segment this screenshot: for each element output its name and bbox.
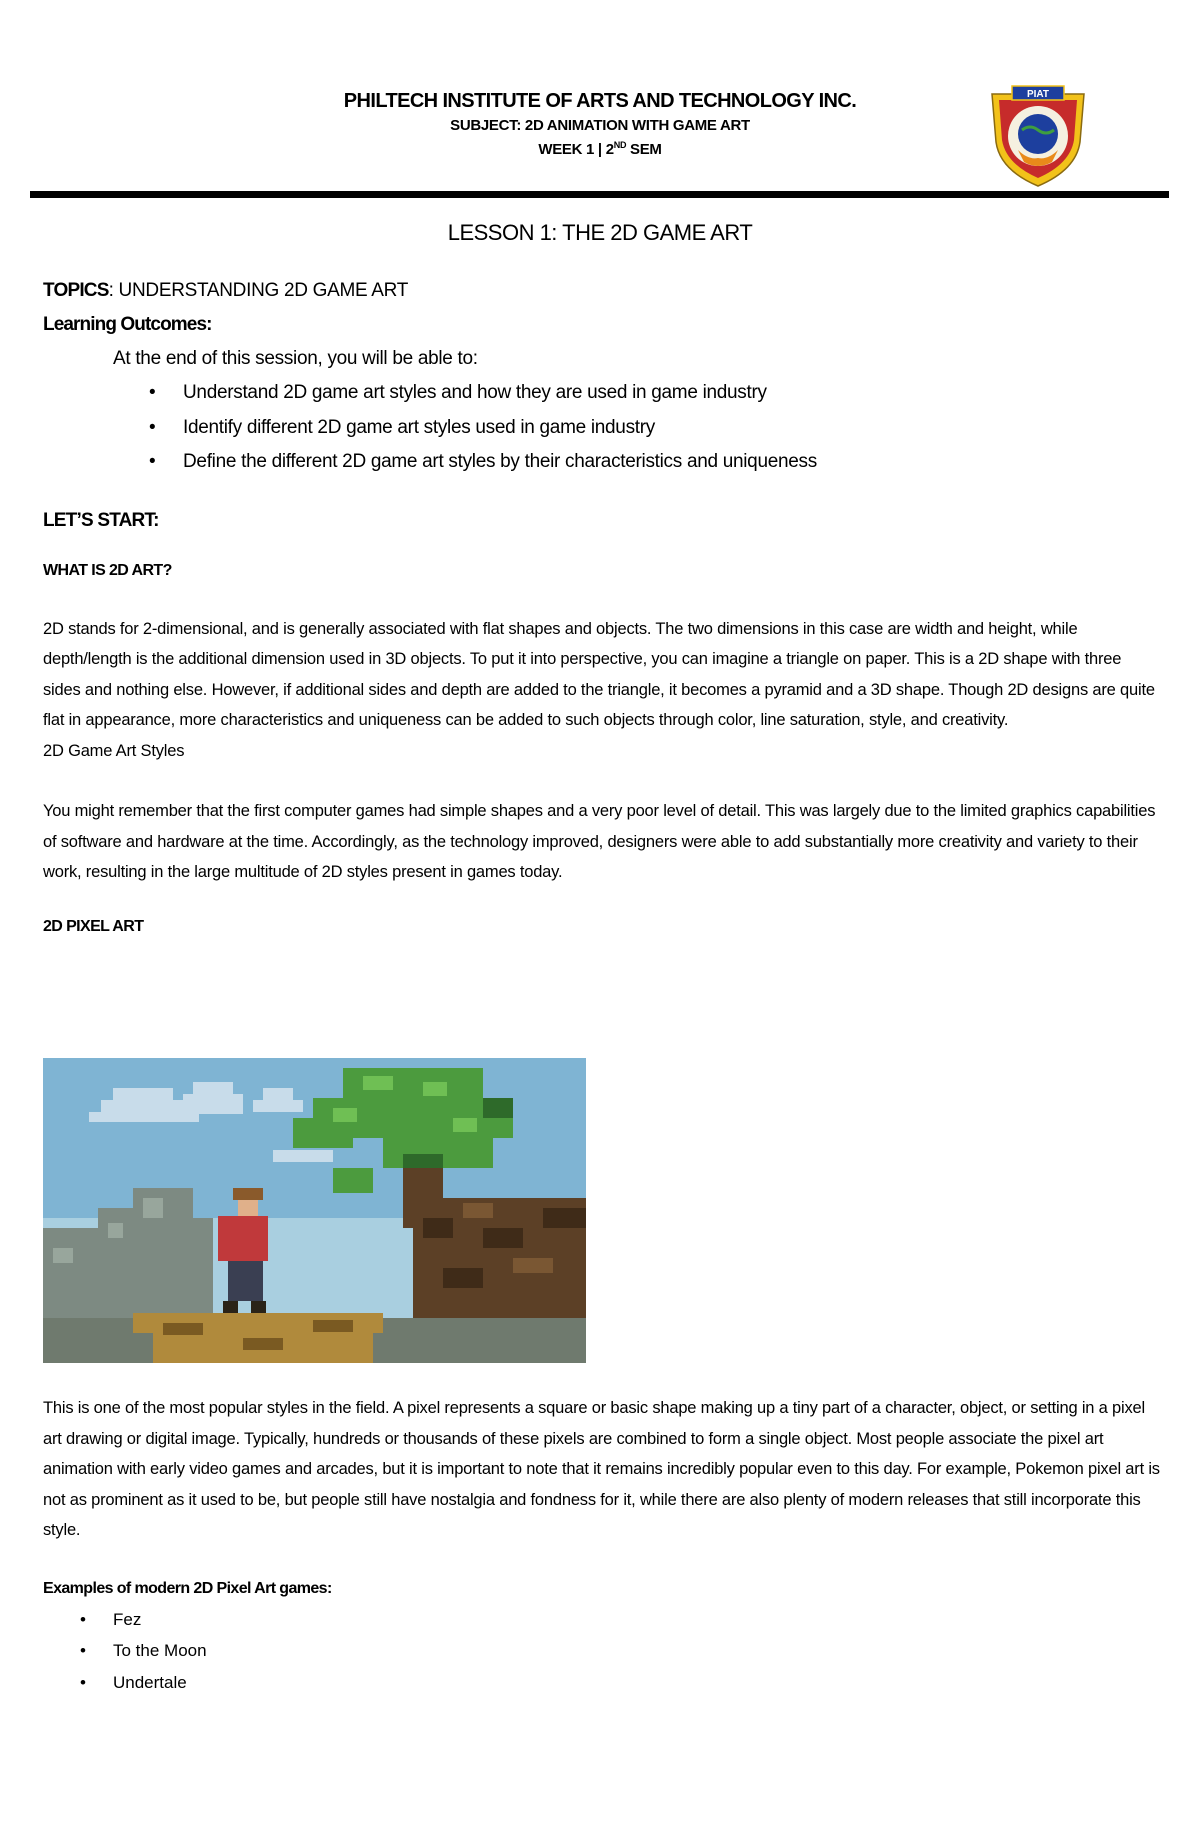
pixel-art-section (43, 1393, 1163, 1698)
outcomes-intro: At the end of this session, you will be able to: (113, 348, 478, 369)
pixel-art-heading: 2D PIXEL ART (43, 917, 144, 935)
styles-label: 2D Game Art Styles (43, 741, 185, 760)
example-game: • Fez (113, 1604, 1163, 1636)
lets-start-heading: LET’S START: (43, 509, 159, 531)
main-content (43, 274, 1163, 936)
institute-name: PHILTECH INSTITUTE OF ARTS AND TECHNOLOGY INC. (343, 90, 857, 112)
outcome-item: • Identify different 2D game art styles used in game industry (183, 411, 1163, 446)
example-game: • Undertale (113, 1667, 1163, 1699)
school-logo (982, 80, 1094, 190)
what-is-2d-art-heading: WHAT IS 2D ART? (43, 561, 172, 579)
outcome-item: • Understand 2D game art styles and how they are used in game industry (183, 376, 1163, 411)
outcomes-heading: Learning Outcomes: (43, 314, 212, 335)
paragraph-pixel-art: This is one of the most popular styles in the field. A pixel represents a square or basic shape making up a tiny part of a character, object, or setting in a pixel art drawing or digital image. Typically, hundreds or thousands of these pixels are combined to form a single object. Most people associate the pixel art animation with early video games and arcades, but it is important to note that it remains incredibly popular even to this day. For example, Pokemon pixel art is not as prominent as it used to be, but people still have nostalgia and fondness for it, while there are also plenty of modern releases that still incorporate this style. (43, 1399, 1160, 1539)
topics-line (43, 274, 1163, 308)
week-prefix: WEEK 1 | 2 (538, 141, 614, 158)
pixel-art-image (43, 1058, 586, 1363)
outcomes-list (43, 376, 1163, 480)
example-game: • To the Moon (113, 1635, 1163, 1667)
topics-label: TOPICS (43, 280, 109, 301)
week-superscript: ND (613, 140, 627, 150)
topics-text: : UNDERSTANDING 2D GAME ART (108, 280, 409, 301)
subject-line: SUBJECT: 2D ANIMATION WITH GAME ART (450, 117, 750, 134)
lesson-title: LESSON 1: THE 2D GAME ART (447, 220, 753, 245)
paragraph-history: You might remember that the first computer games had simple shapes and a very poor level of detail. This was largely due to the limited graphics capabilities of software and hardware at the time. Accordingly, as the technology improved, designers were able to add substantially more creativity and variety to their work, resulting in the large multitude of 2D styles present in games today. (43, 802, 1156, 881)
examples-list (43, 1604, 1163, 1699)
week-suffix: SEM (626, 141, 662, 158)
header-divider (30, 191, 1169, 198)
logo-banner-text: PIAT (1026, 89, 1050, 100)
outcome-item: • Define the different 2D game art styles by their characteristics and uniqueness (183, 445, 1163, 480)
examples-heading: Examples of modern 2D Pixel Art games: (43, 1579, 332, 1597)
paragraph-2d-definition: 2D stands for 2-dimensional, and is generally associated with flat shapes and objects. The two dimensions in this case are width and height, while depth/length is the additional dimension used in 3D objects. To put it into perspective, you can imagine a triangle on paper. This is a 2D shape with three sides and nothing else. However, if additional sides and depth are added to the triangle, it becomes a pyramid and a 3D shape. Though 2D designs are quite flat in appearance, more characteristics and uniqueness can be added to such objects through color, line saturation, style, and creativity. (43, 619, 1155, 729)
